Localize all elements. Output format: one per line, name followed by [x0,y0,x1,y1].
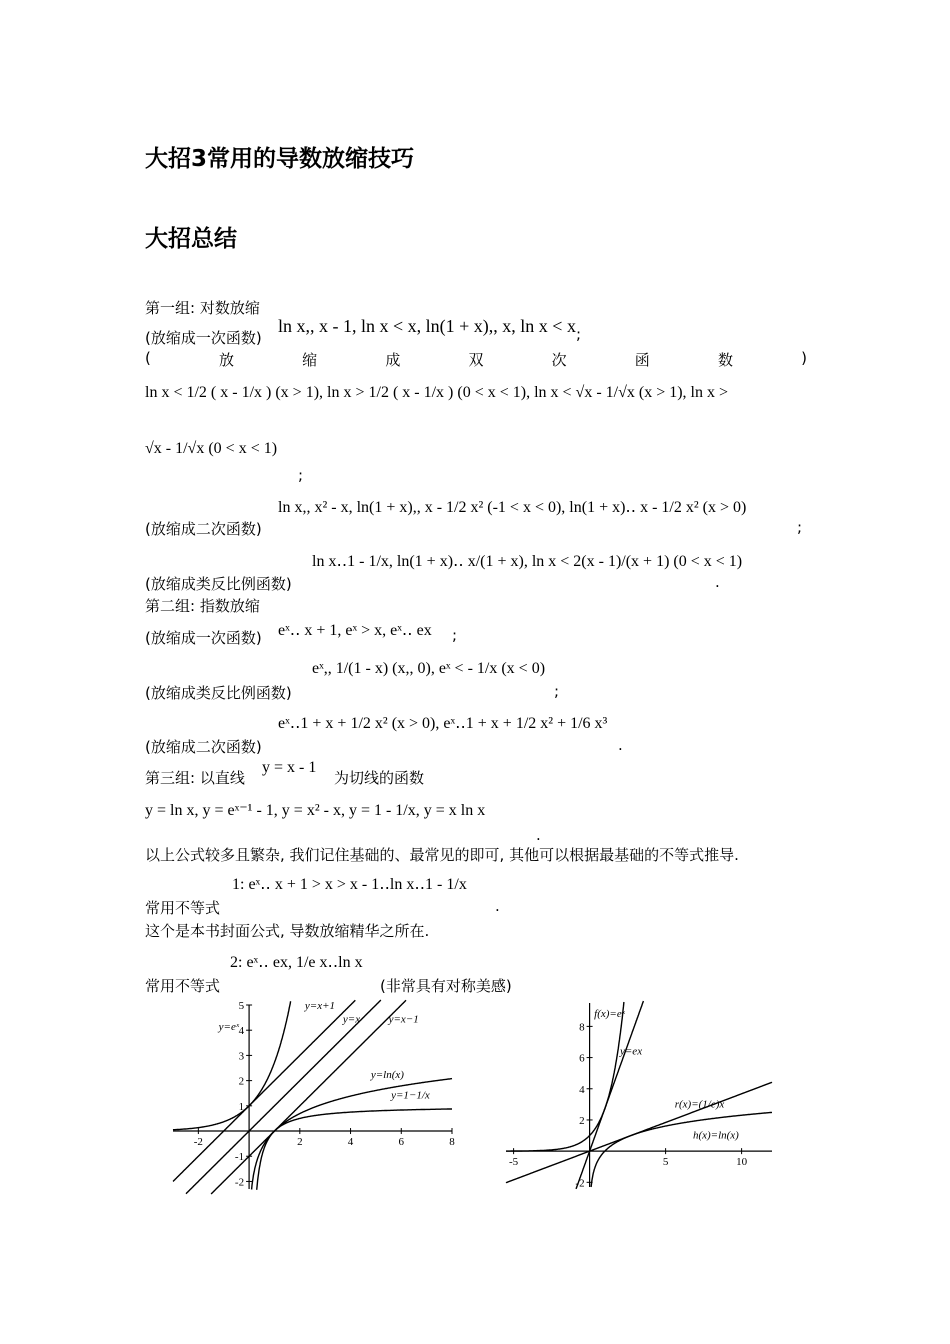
y-tick-label: 2 [238,1075,245,1088]
group1-inverse-label: (放缩成类反比例函数) [145,575,292,593]
group1-inverse-formula: ln x‥1 - 1/x, ln(1 + x)‥ x/(1 + x), ln x < 2(x - 1)/(x + 1) (0 < x < 1) [312,553,743,570]
series-label: y=x−1 [388,1013,419,1026]
series-label: y=x [342,1013,361,1026]
y-tick-label: -2 [234,1176,245,1189]
inequality2-note: (非常具有对称美感) [380,977,512,995]
x-tick-label: -5 [509,1156,519,1169]
x-tick-label: 4 [347,1136,354,1149]
x-tick-label: 2 [297,1136,303,1149]
x-tick-label: 6 [398,1136,405,1149]
inequality1-label: 常用不等式 [145,899,221,917]
group1-linear-formula: ln x,, x - 1, ln x < x, ln(1 + x),, x, ln x < x [278,316,576,336]
series-label: y=ln(x) [370,1069,404,1082]
group1-heading: 第一组: 对数放缩 [145,299,260,317]
inequality2-label: 常用不等式 [145,977,221,995]
series-label: y=x+1 [304,999,336,1012]
inequality1-formula: 1: eˣ‥ x + 1 > x > x - 1‥ln x‥1 - 1/x [232,876,467,893]
y-tick-label: 6 [579,1052,585,1065]
series-label: y=eˣ [218,1021,239,1034]
semicolon: ; [797,518,803,536]
chart-log-exp-bounds [165,997,460,1197]
y-tick-label: 4 [579,1083,585,1096]
group1-double-formula-line1: ln x < 1/2 ( x - 1/x ) (x > 1), ln x > 1/2 ( x - 1/x ) (0 < x < 1), ln x < √x - 1/√x (x > 1), ln x > [145,384,729,401]
group2-inverse-formula: eˣ,, 1/(1 - x) (x,, 0), eˣ < - 1/x (x < 0) [312,660,546,677]
group2-linear-formula: eˣ‥ x + 1, eˣ > x, eˣ‥ ex [278,622,432,639]
series-line [186,1000,381,1194]
y-tick-label: 8 [579,1021,585,1034]
period: . [618,736,623,754]
group1-quadratic-label: (放缩成二次函数) [145,520,262,538]
page-title: 大招3常用的导数放缩技巧 [145,146,415,172]
series-label: h(x)=ln(x) [692,1129,739,1142]
series-line [173,1000,355,1181]
series-label: f(x)=eˣ [594,1008,625,1021]
group1-double-label: ( 放 缩 成 双 次 函 数 ) [145,349,807,369]
y-tick-label: 2 [579,1114,585,1127]
group1-linear-label: (放缩成一次函数) [145,329,262,347]
y-tick-label: 3 [238,1050,245,1063]
semicolon: ; [554,682,560,700]
group2-quadratic-formula: eˣ‥1 + x + 1/2 x² (x > 0), eˣ‥1 + x + 1/2 x² + 1/6 x³ [278,715,608,732]
series-label: y=1−1/x [391,1089,430,1102]
group3-functions: y = ln x, y = eˣ⁻¹ - 1, y = x² - x, y = 1 - 1/x, y = x ln x [145,802,486,819]
group2-linear-label: (放缩成一次函数) [145,629,262,647]
inequality2-formula: 2: eˣ‥ ex, 1/e x‥ln x [230,954,363,971]
semicolon: ; [298,466,304,484]
group2-heading: 第二组: 指数放缩 [145,597,260,615]
x-tick-label: 8 [449,1136,455,1149]
group1-quadratic-formula: ln x,, x² - x, ln(1 + x),, x - 1/2 x² (-1 < x < 0), ln(1 + x)‥ x - 1/2 x² (x > 0) [278,499,747,516]
series-label: y=ex [620,1045,643,1058]
group1-double-formula-line2: √x - 1/√x (0 < x < 1) [145,440,278,457]
group3-heading: 第三组: 以直线 [145,769,245,787]
group2-inverse-label: (放缩成类反比例函数) [145,684,292,702]
period: . [536,826,541,844]
group3-tangent-line: y = x - 1 [262,759,317,776]
period: . [715,573,720,591]
section-title: 大招总结 [145,226,237,252]
semicolon: ; [576,325,582,343]
y-tick-label: -2 [575,1177,585,1190]
period: . [495,897,500,915]
cover-note: 这个是本书封面公式, 导数放缩精华之所在. [145,922,430,940]
summary-text: 以上公式较多且繁杂, 我们记住基础的、最常见的即可, 其他可以根据最基础的不等式推导. [145,846,739,864]
series-label: r(x)=(1/e)x [674,1098,725,1111]
semicolon: ; [452,626,458,644]
series-line [576,1001,643,1189]
y-tick-label: 1 [238,1100,245,1113]
x-tick-label: 10 [736,1156,748,1169]
series-line [591,1112,772,1187]
x-tick-label: -2 [193,1136,203,1149]
y-tick-label: 4 [238,1025,245,1038]
group2-quadratic-label: (放缩成二次函数) [145,738,262,756]
y-tick-label: -1 [234,1151,245,1164]
y-tick-label: 5 [238,1000,245,1012]
series-line [506,1002,624,1151]
group3-heading-tail: 为切线的函数 [334,769,425,787]
x-tick-label: 5 [662,1156,669,1169]
chart-ex-bounds [498,995,780,1195]
